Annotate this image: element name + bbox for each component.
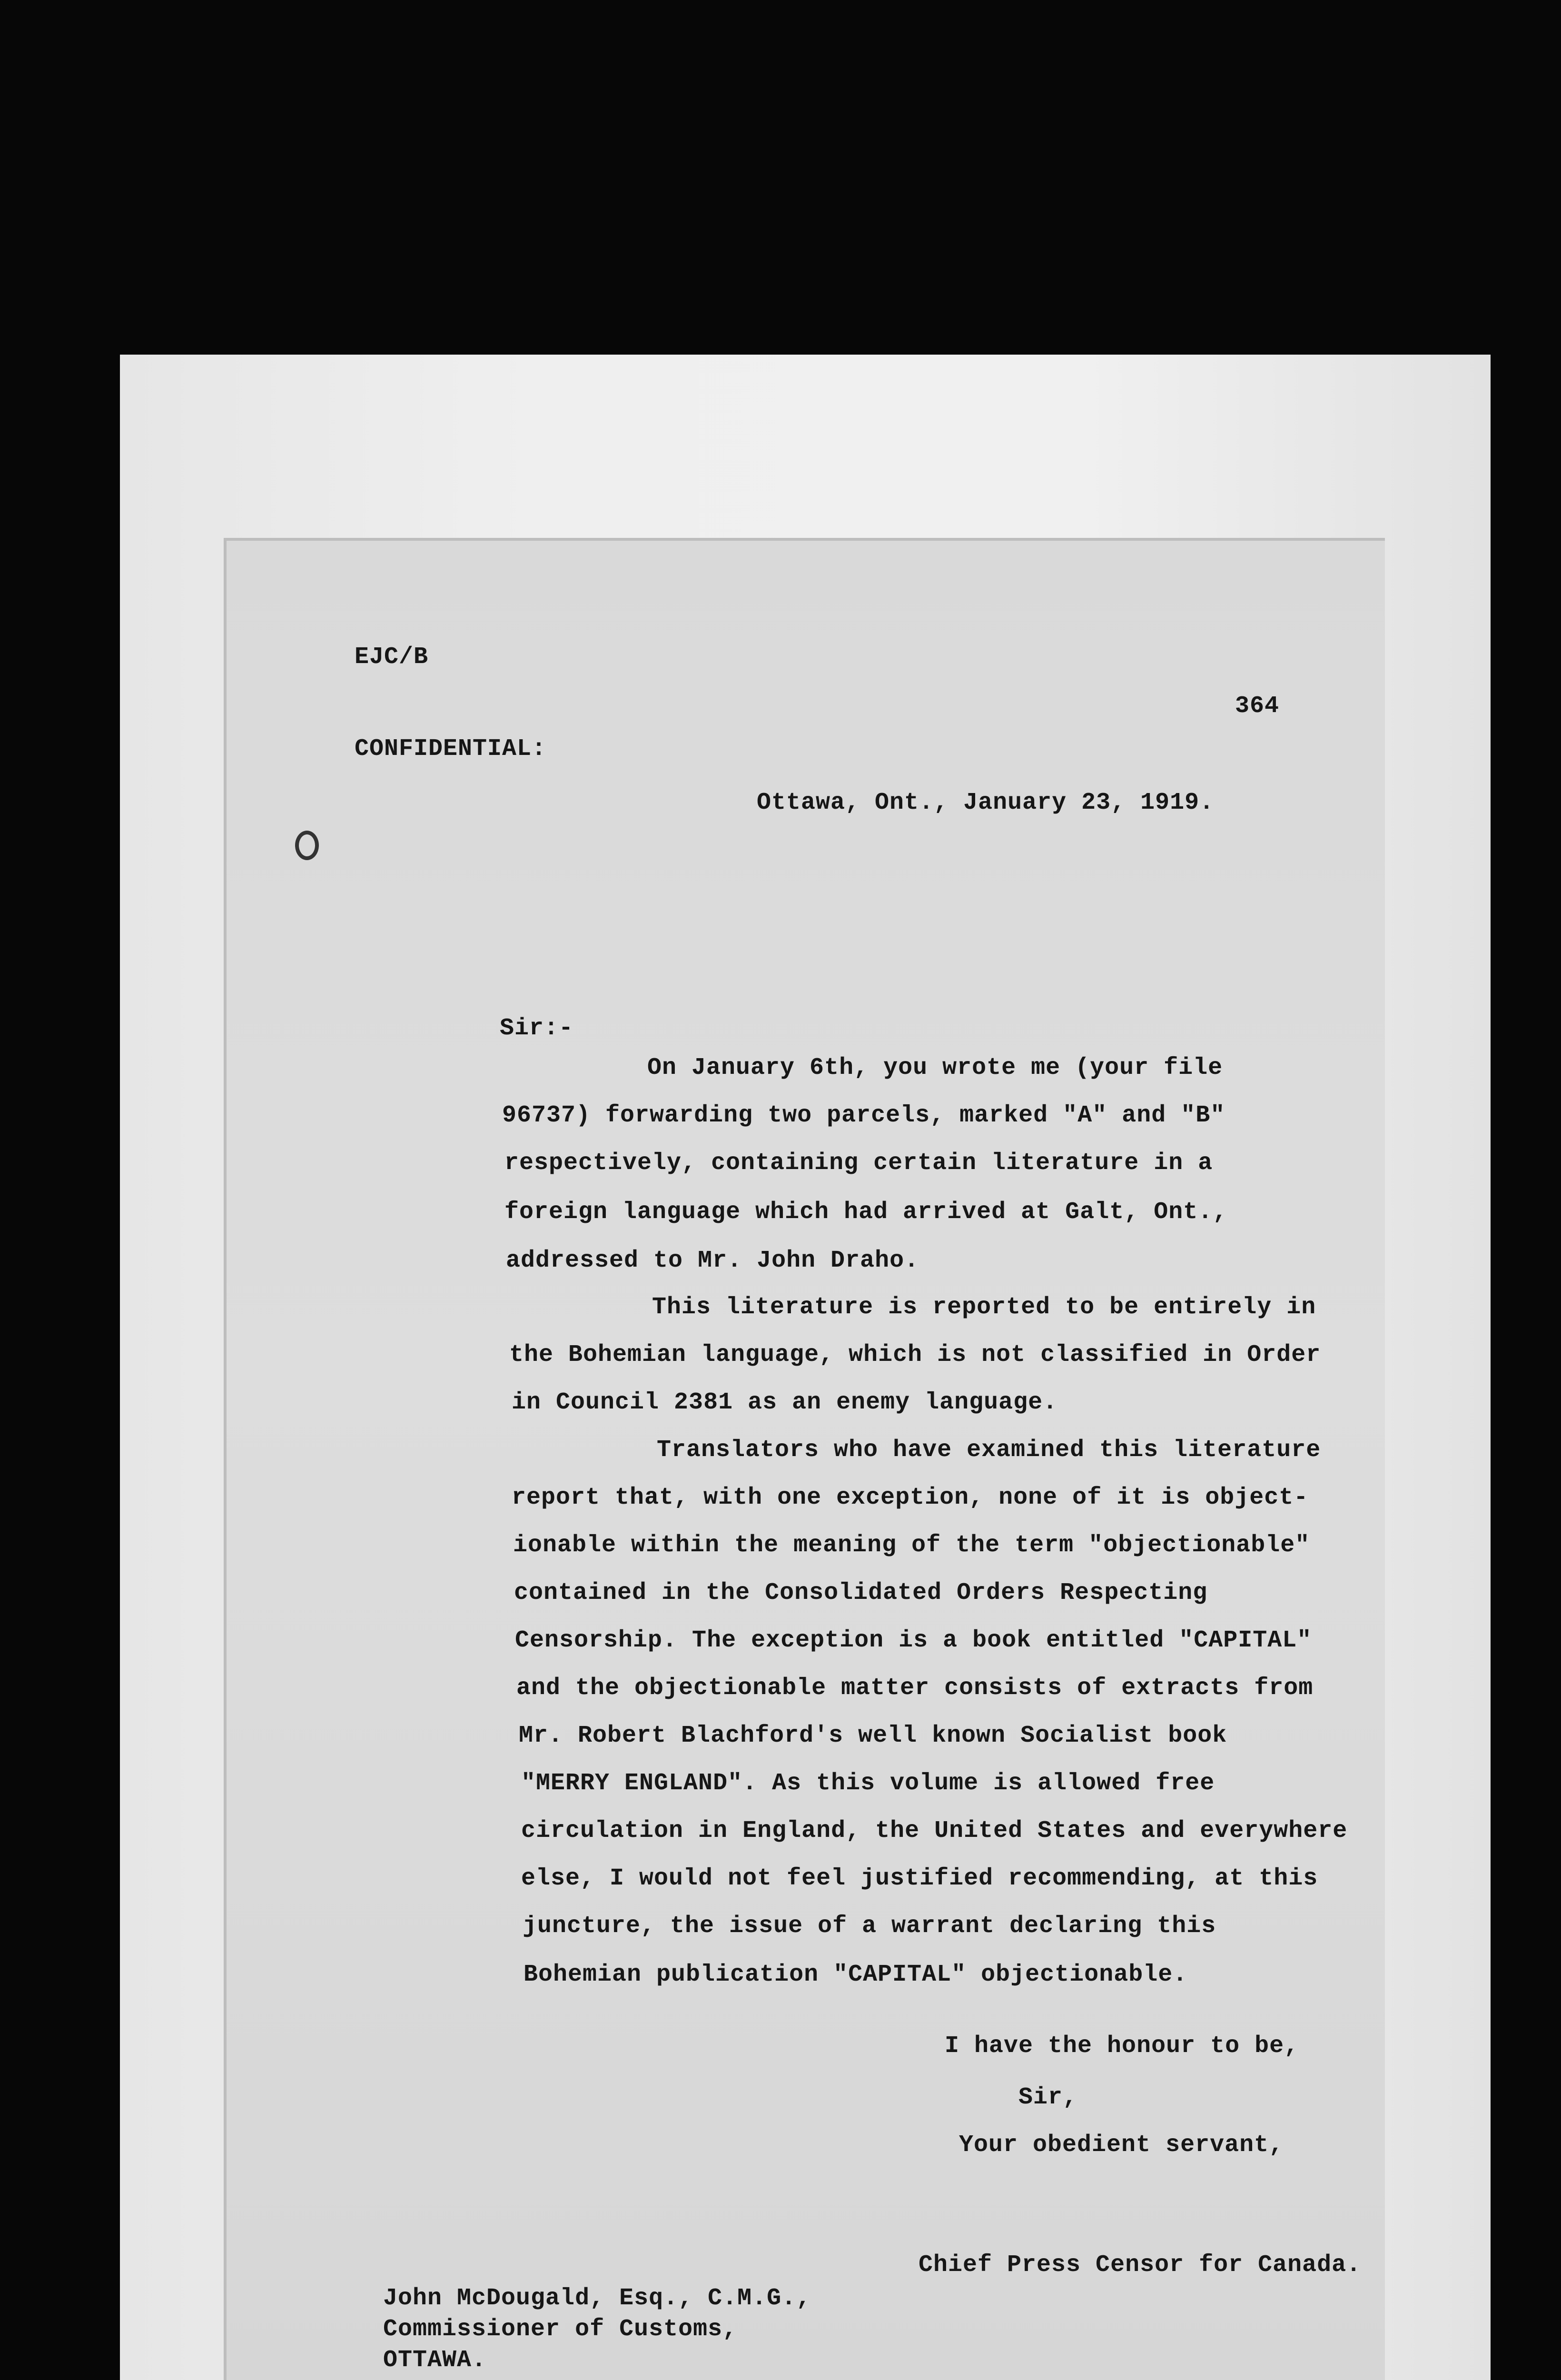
- letter-ref: EJC/B: [355, 644, 429, 671]
- body-line: the Bohemian language, which is not classified in Order: [509, 1341, 1321, 1368]
- body-line: On January 6th, you wrote me (your file: [647, 1054, 1223, 1081]
- body-line: ionable within the meaning of the term "objectionable": [513, 1532, 1310, 1559]
- body-line: circulation in England, the United States and everywhere: [521, 1817, 1348, 1844]
- addressee-line: OTTAWA.: [383, 2347, 487, 2374]
- body-line: in Council 2381 as an enemy language.: [512, 1389, 1058, 1416]
- body-line: "MERRY ENGLAND". As this volume is allowed free: [521, 1770, 1215, 1797]
- body-line: foreign language which had arrived at Galt, Ont.,: [504, 1199, 1228, 1226]
- body-line: addressed to Mr. John Draho.: [506, 1247, 919, 1274]
- body-line: This literature is reported to be entirely in: [652, 1294, 1316, 1321]
- body-line: Mr. Robert Blachford's well known Socialist book: [519, 1722, 1227, 1749]
- classification: CONFIDENTIAL:: [355, 735, 547, 763]
- page-number: 364: [1235, 693, 1280, 720]
- body-line: contained in the Consolidated Orders Respecting: [514, 1579, 1208, 1606]
- signature-title: Chief Press Censor for Canada.: [919, 2251, 1362, 2279]
- body-line: Bohemian publication "CAPITAL" objectionable.: [524, 1961, 1188, 1988]
- body-line: Censorship. The exception is a book entitled "CAPITAL": [515, 1627, 1312, 1654]
- closing-line: Sir,: [1018, 2084, 1078, 2111]
- body-line: Translators who have examined this literature: [657, 1437, 1321, 1464]
- addressee-line: John McDougald, Esq., C.M.G.,: [383, 2285, 811, 2312]
- body-line: and the objectionable matter consists of extracts from: [516, 1675, 1314, 1702]
- closing-line: I have the honour to be,: [945, 2033, 1299, 2060]
- body-line: else, I would not feel justified recommending, at this: [521, 1865, 1318, 1892]
- addressee-line: Commissioner of Customs,: [383, 2316, 738, 2343]
- closing-line: Your obedient servant,: [959, 2132, 1284, 2159]
- body-line: juncture, the issue of a warrant declaring this: [523, 1913, 1216, 1940]
- salutation: Sir:-: [500, 1015, 574, 1042]
- body-line: 96737) forwarding two parcels, marked "A" and "B": [502, 1102, 1225, 1129]
- body-line: respectively, containing certain literature in a: [504, 1150, 1213, 1177]
- dateline: Ottawa, Ont., January 23, 1919.: [757, 789, 1215, 816]
- margin-mark: [295, 831, 319, 860]
- body-line: report that, with one exception, none of it is object-: [512, 1484, 1309, 1511]
